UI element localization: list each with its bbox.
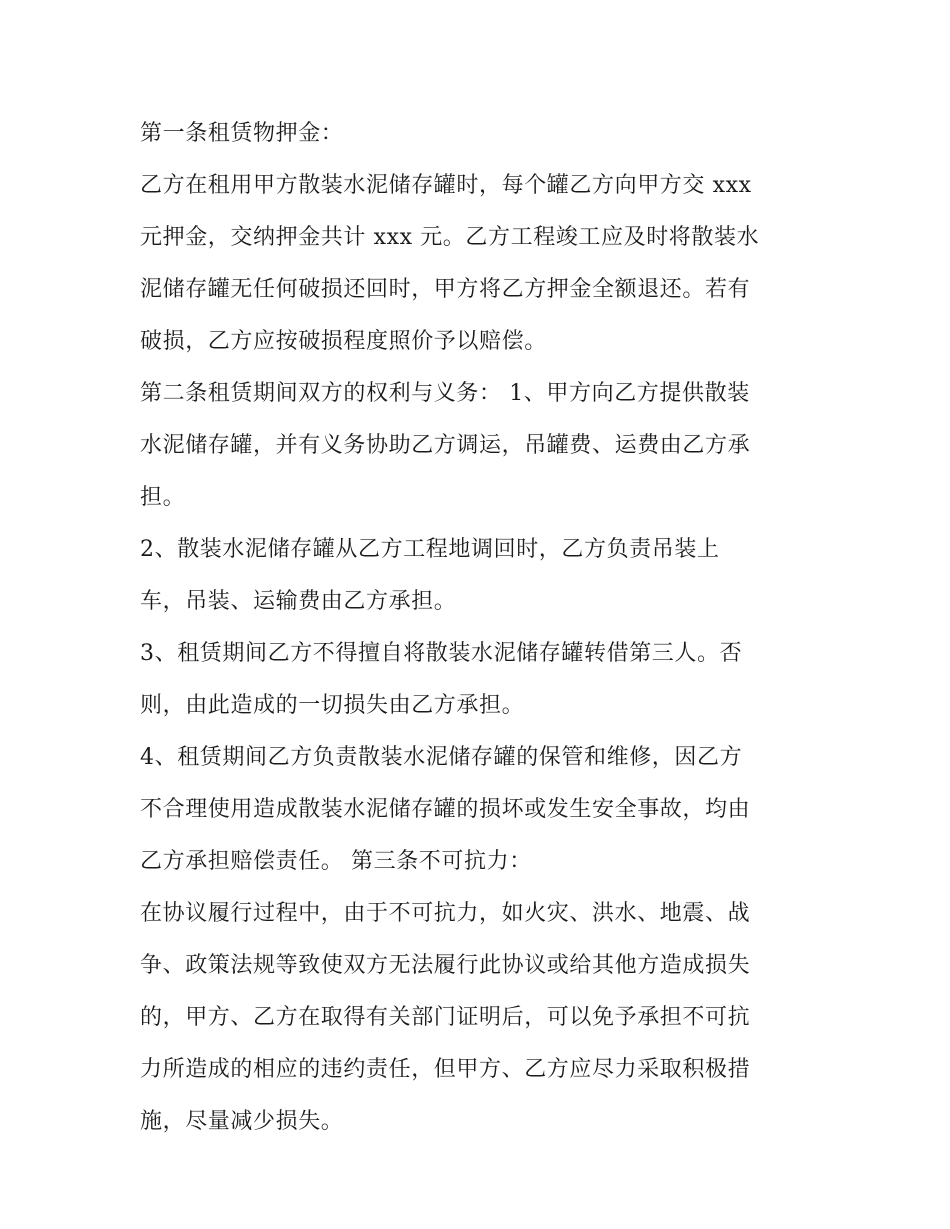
text-line: 力所造成的相应的违约责任，但甲方、乙方应尽力采取积极措 bbox=[140, 1057, 751, 1082]
text-line: 的，甲方、乙方在取得有关部门证明后，可以免予承担不可抗 bbox=[140, 1005, 751, 1030]
text-line: 施，尽量减少损失。 bbox=[140, 1109, 344, 1134]
text-line: 乙方承担赔偿责任。 第三条不可抗力： bbox=[140, 849, 532, 874]
contract-text bbox=[140, 108, 820, 1148]
text-line: 泥储存罐无任何破损还回时，甲方将乙方押金全额退还。若有 bbox=[140, 277, 751, 302]
text-line: 4、租赁期间乙方负责散装水泥储存罐的保管和维修，因乙方 bbox=[140, 745, 743, 770]
text-line: 则，由此造成的一切损失由乙方承担。 bbox=[140, 693, 525, 718]
text-line: 担。 bbox=[140, 485, 186, 510]
text-line: 第一条租赁物押金： bbox=[140, 121, 344, 146]
text-line: 在协议履行过程中，由于不可抗力，如火灾、洪水、地震、战 bbox=[140, 901, 751, 926]
text-line: 不合理使用造成散装水泥储存罐的损坏或发生安全事故，均由 bbox=[140, 797, 751, 822]
text-line: 3、租赁期间乙方不得擅自将散装水泥储存罐转借第三人。否 bbox=[140, 641, 743, 666]
text-line: 2、散装水泥储存罐从乙方工程地调回时，乙方负责吊装上 bbox=[140, 537, 720, 562]
text-line: 车，吊装、运输费由乙方承担。 bbox=[140, 589, 457, 614]
text-line: 元押金，交纳押金共计 xxx 元。乙方工程竣工应及时将散装水 bbox=[140, 225, 760, 250]
text-line: 破损，乙方应按破损程度照价予以赔偿。 bbox=[140, 329, 547, 354]
text-line: 第二条租赁期间双方的权利与义务： 1、甲方向乙方提供散装 bbox=[140, 381, 750, 406]
text-line: 乙方在租用甲方散装水泥储存罐时，每个罐乙方向甲方交 xxx bbox=[140, 173, 752, 198]
text-line: 水泥储存罐，并有义务协助乙方调运，吊罐费、运费由乙方承 bbox=[140, 433, 751, 458]
text-line: 争、政策法规等致使双方无法履行此协议或给其他方造成损失 bbox=[140, 953, 751, 978]
